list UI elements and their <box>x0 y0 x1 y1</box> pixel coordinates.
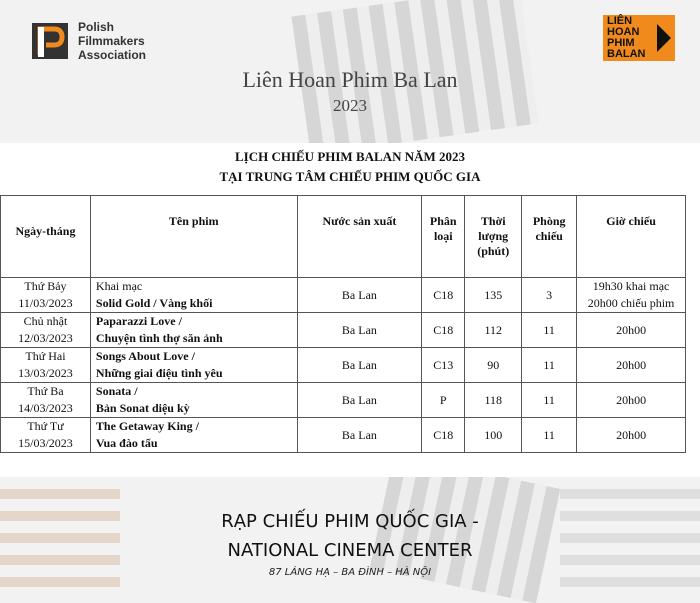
schedule-table <box>0 195 686 453</box>
festival-year: 2023 <box>333 96 367 115</box>
duration-cell: 112 <box>465 313 522 348</box>
duration-cell: 90 <box>465 348 522 383</box>
table-row <box>1 418 686 453</box>
column-header-country: Nước sản xuất <box>297 196 422 278</box>
country-cell: Ba Lan <box>297 418 422 453</box>
duration-cell: 118 <box>465 383 522 418</box>
duration-cell: 100 <box>465 418 522 453</box>
rating-cell: C18 <box>422 278 465 313</box>
venue-name-en: NATIONAL CINEMA CENTER <box>227 540 473 561</box>
table-header-row <box>1 196 686 278</box>
date-cell: Thứ Tư 15/03/2023 <box>1 418 91 453</box>
table-row <box>1 348 686 383</box>
festival-title: Liên Hoan Phim Ba Lan <box>242 67 458 92</box>
play-triangle-icon <box>657 24 671 52</box>
rating-cell: P <box>422 383 465 418</box>
date-cell: Thứ Bảy 11/03/2023 <box>1 278 91 313</box>
date-cell: Thứ Ba 14/03/2023 <box>1 383 91 418</box>
column-header-room: Phòng chiếu <box>522 196 577 278</box>
schedule-subheading: TẠI TRUNG TÂM CHIẾU PHIM QUỐC GIA <box>219 169 481 184</box>
room-cell: 11 <box>522 383 577 418</box>
rating-cell: C13 <box>422 348 465 383</box>
column-header-time: Giờ chiếu <box>577 196 686 278</box>
movie-title-cell: Khai mạc Solid Gold / Vàng khối <box>90 278 297 313</box>
pfa-name-line: Polish <box>78 20 115 34</box>
country-cell: Ba Lan <box>297 348 422 383</box>
rating-cell: C18 <box>422 313 465 348</box>
room-cell: 11 <box>522 348 577 383</box>
country-cell: Ba Lan <box>297 383 422 418</box>
showtime-cell: 20h00 <box>577 348 686 383</box>
showtime-cell: 20h00 <box>577 313 686 348</box>
movie-title-cell: The Getaway King / Vua đào tẩu <box>90 418 297 453</box>
rating-cell: C18 <box>422 418 465 453</box>
pfa-name-line: Association <box>78 48 147 62</box>
showtime-cell: 20h00 <box>577 418 686 453</box>
movie-title-cell: Paparazzi Love / Chuyện tình thợ săn ảnh <box>90 313 297 348</box>
schedule-heading: LỊCH CHIẾU PHIM BALAN NĂM 2023 <box>234 149 466 164</box>
pfa-logo-icon <box>30 21 70 61</box>
column-header-title: Tên phim <box>90 196 297 278</box>
room-cell: 11 <box>522 418 577 453</box>
festival-logo-text: LIÊN HOAN PHIM BALAN <box>607 15 646 60</box>
country-cell: Ba Lan <box>297 278 422 313</box>
venue-name-vi: RẠP CHIẾU PHIM QUỐC GIA - <box>221 511 479 532</box>
column-header-date: Ngày-tháng <box>1 196 91 278</box>
movie-title-cell: Songs About Love / Những giai điệu tình yêu <box>90 348 297 383</box>
venue-address: 87 LÁNG HẠ – BA ĐÌNH – HÀ NỘI <box>268 567 432 578</box>
country-cell: Ba Lan <box>297 313 422 348</box>
table-row <box>1 383 686 418</box>
movie-title-cell: Sonata / Bản Sonat diệu kỳ <box>90 383 297 418</box>
column-header-duration: Thời lượng (phút) <box>465 196 522 278</box>
column-header-rating: Phân loại <box>422 196 465 278</box>
festival-logo <box>603 15 675 61</box>
table-row <box>1 313 686 348</box>
date-cell: Chủ nhật 12/03/2023 <box>1 313 91 348</box>
pfa-logo-group <box>30 20 146 62</box>
room-cell: 3 <box>522 278 577 313</box>
table-row <box>1 278 686 313</box>
pfa-name-line: Filmmakers <box>78 34 145 48</box>
date-cell: Thứ Hai 13/03/2023 <box>1 348 91 383</box>
duration-cell: 135 <box>465 278 522 313</box>
showtime-cell: 19h30 khai mạc 20h00 chiếu phim <box>577 278 686 313</box>
showtime-cell: 20h00 <box>577 383 686 418</box>
schedule-panel <box>0 143 700 477</box>
room-cell: 11 <box>522 313 577 348</box>
